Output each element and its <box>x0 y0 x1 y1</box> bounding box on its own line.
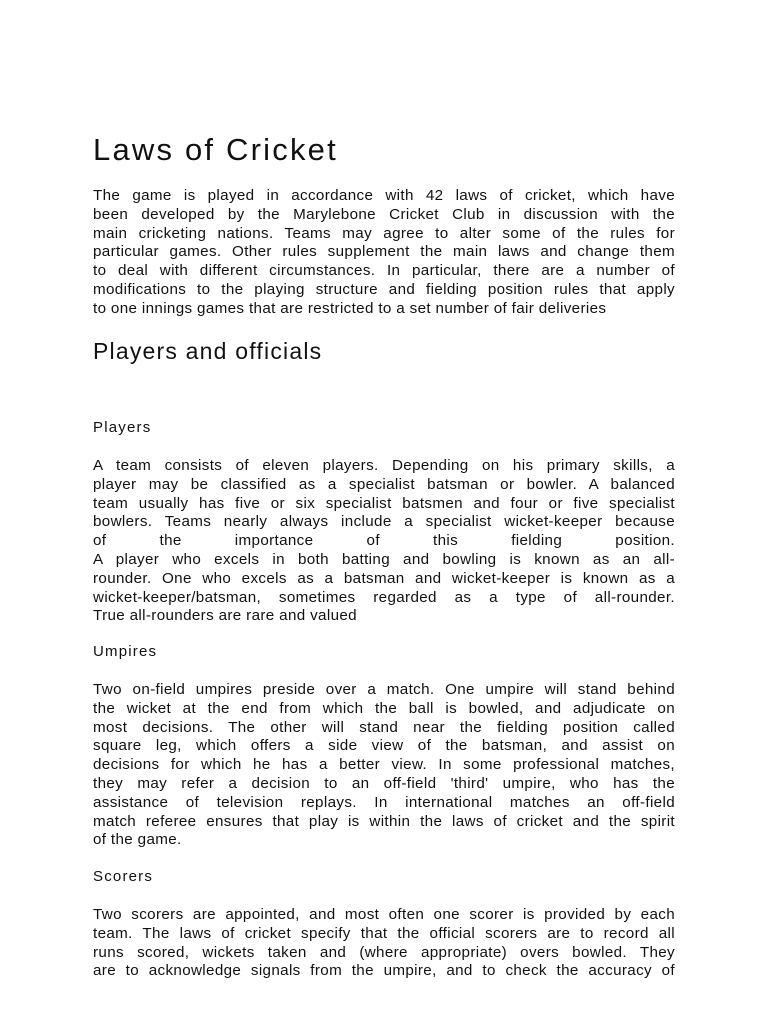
text-line: The game is played in accordance with 42 laws of cricket, which have <box>93 187 675 204</box>
text-line: decisions for which he has a better view. In some professional matches, <box>93 756 675 774</box>
text-line: they may refer a decision to an off-field 'third' umpire, who has the <box>93 774 675 792</box>
text-line: to one innings games that are restricted to a set number of fair deliveries <box>93 299 607 317</box>
text-line: match referee ensures that play is within the laws of cricket and the spirit <box>93 812 675 830</box>
text-line: particular games. Other rules supplement the main laws and change them <box>93 243 675 261</box>
section-heading: Players and officials <box>93 338 323 364</box>
text-line: player may be classified as a specialist batsman or bowler. A balanced <box>93 475 675 493</box>
intro-paragraph <box>93 187 675 319</box>
scorers-heading: Scorers <box>93 868 154 885</box>
text-line: bowlers. Teams nearly always include a specialist wicket-keeper because <box>93 513 675 531</box>
players-paragraph <box>93 457 675 626</box>
text-line: Two on-field umpires preside over a match. One umpire will stand behind <box>93 681 675 698</box>
text-line: main cricketing nations. Teams may agree to alter some of the rules for <box>93 224 675 242</box>
text-line: True all-rounders are rare and valued <box>93 607 357 625</box>
text-line: of the game. <box>93 831 182 849</box>
scorers-paragraph <box>93 906 675 981</box>
text-line: A player who excels in both batting and bowling is known as an all- <box>93 550 675 568</box>
text-line: the wicket at the end from which the ball is bowled, and adjudicate on <box>93 699 675 717</box>
text-line: team. The laws of cricket specify that the official scorers are to record all <box>93 924 675 942</box>
text-line: rounder. One who excels as a batsman and wicket-keeper is known as a <box>93 569 675 587</box>
text-line: most decisions. The other will stand near the fielding position called <box>93 718 675 736</box>
text-line: team usually has five or six specialist batsmen and four or five specialist <box>93 494 675 512</box>
text-line: Two scorers are appointed, and most often one scorer is provided by each <box>93 906 675 923</box>
text-line: modifications to the playing structure and fielding position rules that apply <box>93 280 675 298</box>
players-heading: Players <box>93 419 152 436</box>
text-line: assistance of television replays. In international matches an off-field <box>93 793 675 811</box>
text-line: of the importance of this fielding position. <box>93 532 675 550</box>
text-line: to deal with different circumstances. In particular, there are a number of <box>93 262 675 280</box>
umpires-paragraph <box>93 681 675 850</box>
document-title: Laws of Cricket <box>93 132 338 167</box>
text-line: are to acknowledge signals from the umpire, and to check the accuracy of <box>93 962 675 980</box>
text-line: A team consists of eleven players. Depending on his primary skills, a <box>93 457 675 474</box>
text-line: square leg, which offers a side view of the batsman, and assist on <box>93 737 675 755</box>
text-line: been developed by the Marylebone Cricket Club in discussion with the <box>93 205 675 223</box>
umpires-heading: Umpires <box>93 643 158 660</box>
text-line: runs scored, wickets taken and (where appropriate) overs bowled. They <box>93 943 675 961</box>
text-line: wicket-keeper/batsman, sometimes regarded as a type of all-rounder. <box>93 588 675 606</box>
